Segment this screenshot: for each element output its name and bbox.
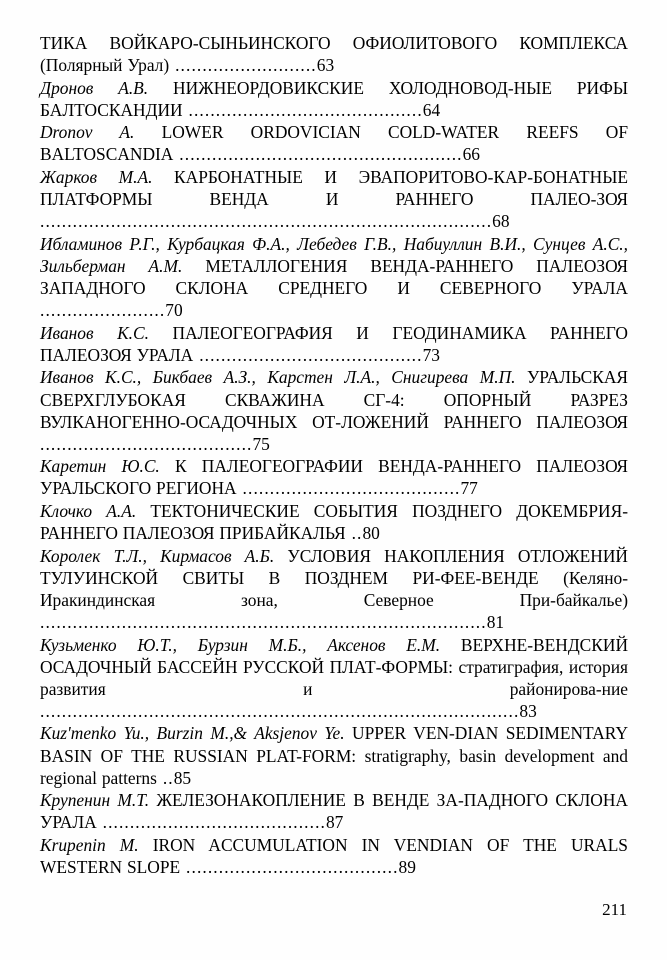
toc-entry — [40, 789, 628, 833]
toc-authors: Каретин Ю.С. — [40, 456, 175, 477]
toc-page-number: 87 — [325, 812, 344, 833]
toc-page-number: 63 — [316, 55, 335, 76]
toc-entry — [40, 166, 628, 232]
table-of-contents — [40, 32, 628, 879]
toc-leader-dots: ........................................... — [182, 99, 423, 120]
toc-title-lowercase: (Келяно-Иракиндинская зона, Северное При-байкалье) — [40, 567, 628, 610]
toc-page-number: 83 — [519, 700, 537, 721]
toc-authors: Иванов К.С., Бикбаев А.З., Карстен Л.А., Снигирева М.П. — [40, 367, 527, 388]
toc-leader-dots: ....................................... — [180, 856, 399, 877]
toc-authors: Крупенин М.Т. — [40, 790, 157, 811]
toc-entry — [40, 834, 628, 878]
toc-leader-dots: .................................................... — [173, 144, 463, 165]
toc-authors: Dronov A. — [40, 122, 162, 143]
toc-entry — [40, 545, 628, 633]
toc-leader-dots: ........................................................................................ — [40, 700, 520, 721]
toc-authors: Дронов А.В. — [40, 77, 174, 98]
toc-entry — [40, 500, 628, 544]
toc-title: КАРБОНАТНЫЕ И ЭВАПОРИТОВО-КАР-БОНАТНЫЕ ПЛАТФОРМЫ ВЕНДА И РАННЕГО ПАЛЕО-ЗОЯ — [40, 167, 628, 210]
toc-leader-dots: .. — [156, 767, 174, 788]
toc-title-lowercase: (Полярный Урал) — [40, 55, 170, 76]
toc-leader-dots: ....................... — [40, 300, 166, 321]
toc-page-number: 68 — [492, 211, 510, 232]
toc-title: УСЛОВИЯ НАКОПЛЕНИЯ ОТЛОЖЕНИЙ ТУЛУИНСКОЙ СВИТЫ В ПОЗДНЕМ РИ-ФЕЕ-ВЕНДЕ — [40, 545, 628, 588]
toc-entry — [40, 121, 628, 165]
toc-authors: Ибламинов Р.Г., Курбацкая Ф.А., Лебедев Г.В., Набиуллин В.И., Сунцев А.С., Зильберман А.М. — [40, 233, 628, 276]
toc-title: ТИКА ВОЙКАРО-СЫНЬИНСКОГО ОФИОЛИТОВОГО КОМПЛЕКСА — [40, 33, 628, 53]
toc-page-number: 73 — [422, 344, 440, 365]
toc-entry — [40, 366, 628, 454]
toc-entry — [40, 77, 628, 121]
toc-title: IRON ACCUMULATION IN VENDIAN OF THE URALS WESTERN SLOPE — [40, 834, 628, 877]
toc-title: LOWER ORDOVICIAN COLD-WATER REEFS OF BALTOSCANDIA — [40, 122, 628, 165]
toc-authors: Кузьменко Ю.Т., Бурзин М.Б., Аксенов Е.М. — [40, 634, 461, 655]
toc-page-number: 75 — [252, 433, 270, 454]
toc-entry — [40, 322, 628, 366]
toc-page-number: 89 — [398, 856, 416, 877]
toc-page-number: 66 — [462, 144, 480, 165]
toc-title: ТЕКТОНИЧЕСКИЕ СОБЫТИЯ ПОЗДНЕГО ДОКЕМБРИЯ-РАННЕГО ПАЛЕОЗОЯ ПРИБАЙКАЛЬЯ — [40, 500, 628, 544]
toc-authors: Клочко А.А. — [40, 500, 151, 521]
toc-authors: Иванов К.С. — [40, 322, 173, 343]
toc-title: НИЖНЕОРДОВИКСКИЕ ХОЛОДНОВОД-НЫЕ РИФЫ БАЛТОСКАНДИИ — [40, 77, 628, 120]
toc-authors: Жарков М.А. — [40, 167, 175, 188]
toc-leader-dots: ........................................ — [236, 478, 461, 499]
toc-title: ЖЕЛЕЗОНАКОПЛЕНИЕ В ВЕНДЕ ЗА-ПАДНОГО СКЛОНА УРАЛА — [40, 790, 628, 833]
toc-entry — [40, 32, 628, 76]
toc-leader-dots: ....................................... — [40, 433, 253, 454]
toc-leader-dots: ................................................................................... — [40, 211, 493, 232]
toc-title: К ПАЛЕОГЕОГРАФИИ ВЕНДА-РАННЕГО ПАЛЕОЗОЯ УРАЛЬСКОГО РЕГИОНА — [40, 456, 628, 499]
toc-page-number: 80 — [362, 523, 380, 544]
toc-page-number: 85 — [173, 767, 192, 788]
toc-page-number: 70 — [165, 300, 183, 321]
toc-entry — [40, 722, 628, 788]
toc-title: ПАЛЕОГЕОГРАФИЯ И ГЕОДИНАМИКА РАННЕГО ПАЛЕОЗОЯ УРАЛА — [40, 322, 628, 365]
toc-page-number: 64 — [422, 99, 441, 120]
toc-authors: Krupenin M. — [40, 834, 153, 855]
toc-title: UPPER VEN-DIAN SEDIMENTARY BASIN OF THE RUSSIAN PLAT-FORM: — [40, 723, 628, 766]
toc-page-number: 81 — [486, 611, 505, 632]
toc-title: МЕТАЛЛОГЕНИЯ ВЕНДА-РАННЕГО ПАЛЕОЗОЯ ЗАПАДНОГО СКЛОНА СРЕДНЕГО И СЕВЕРНОГО УРАЛА — [40, 255, 628, 299]
toc-page-number: 77 — [460, 478, 478, 499]
toc-title: ВЕРХНЕ-ВЕНДСКИЙ ОСАДОЧНЫЙ БАССЕЙН РУССКОЙ ПЛАТ-ФОРМЫ: — [40, 634, 628, 677]
toc-authors: Kuz'menko Yu., Burzin M.,& Aksjenov Ye. — [40, 723, 353, 744]
toc-leader-dots: .................................................................................. — [40, 611, 487, 632]
toc-entry — [40, 634, 628, 722]
toc-leader-dots: ......................................... — [96, 812, 326, 833]
page-folio: 211 — [602, 900, 627, 919]
toc-title-lowercase: стратиграфия, история развития и районирова-ние — [40, 656, 628, 699]
toc-title: УРАЛЬСКАЯ СВЕРХГЛУБОКАЯ СКВАЖИНА СГ-4: ОПОРНЫЙ РАЗРЕЗ ВУЛКАНОГЕННО-ОСАДОЧНЫХ ОТ-ЛОЖЕНИЙ РАННЕГО ПАЛЕОЗОЯ — [40, 367, 628, 432]
toc-authors: Королек Т.Л., Кирмасов А.Б. — [40, 545, 288, 566]
toc-entry — [40, 455, 628, 499]
toc-leader-dots: .......................... — [169, 55, 317, 76]
toc-title-lowercase: stratigraphy, basin development and regional patterns — [40, 745, 629, 788]
toc-leader-dots: .. — [345, 523, 363, 544]
toc-leader-dots: ......................................... — [193, 344, 423, 365]
toc-entry — [40, 233, 628, 321]
